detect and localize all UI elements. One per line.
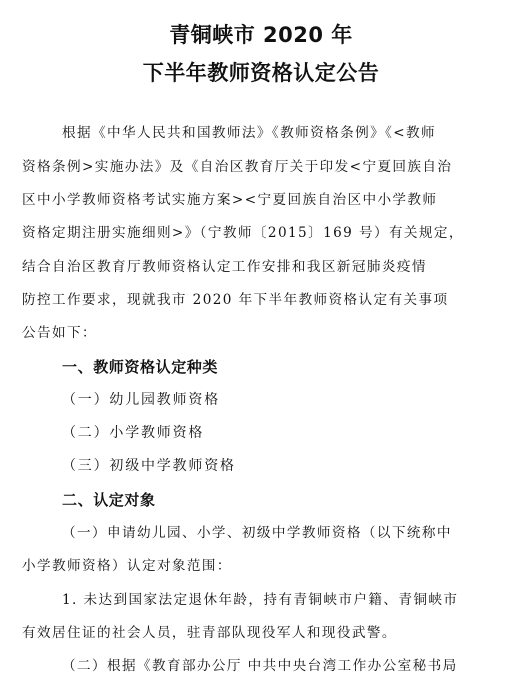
intro-paragraph-line: 资格条例>实施办法》及《自治区教育厅关于印发<宁夏回族自治 [22,159,453,175]
intro-paragraph-line: 根据《中华人民共和国教师法》《教师资格条例》《<教师 [62,125,437,141]
section-paragraph-line: （一）申请幼儿园、小学、初级中学教师资格（以下统称中 [62,525,452,541]
list-item: （三）初级中学教师资格 [62,458,236,474]
section-paragraph-line: （二）根据《教育部办公厅 中共中央台湾工作办公室秘书局 [62,658,458,674]
document-title-line-1: 青铜峡市 2020 年 [169,23,353,47]
section-paragraph-line: 小学教师资格）认定对象范围： [22,558,232,574]
intro-paragraph-line: 结合自治区教育厅教师资格认定工作安排和我区新冠肺炎疫情 [22,259,427,275]
numbered-item-line: 1. 未达到国家法定退休年龄，持有青铜峡市户籍、青铜峡市 [62,592,459,608]
document-title-line-2: 下半年教师资格认定公告 [142,61,380,85]
section-heading: 二、认定对象 [62,491,156,509]
intro-paragraph-line: 公告如下： [22,325,97,341]
numbered-item-line: 有效居住证的社会人员，驻青部队现役军人和现役武警。 [22,625,397,641]
intro-paragraph-line: 资格定期注册实施细则>》（宁教师〔2015〕169 号）有关规定， [22,225,464,241]
list-item: （二）小学教师资格 [62,425,205,441]
intro-paragraph-line: 防控工作要求，现就我市 2020 年下半年教师资格认定有关事项 [22,292,449,308]
section-heading: 一、教师资格认定种类 [62,358,219,376]
list-item: （一）幼儿园教师资格 [62,392,220,408]
intro-paragraph-line: 区中小学教师资格考试实施方案><宁夏回族自治区中小学教师 [22,192,438,208]
